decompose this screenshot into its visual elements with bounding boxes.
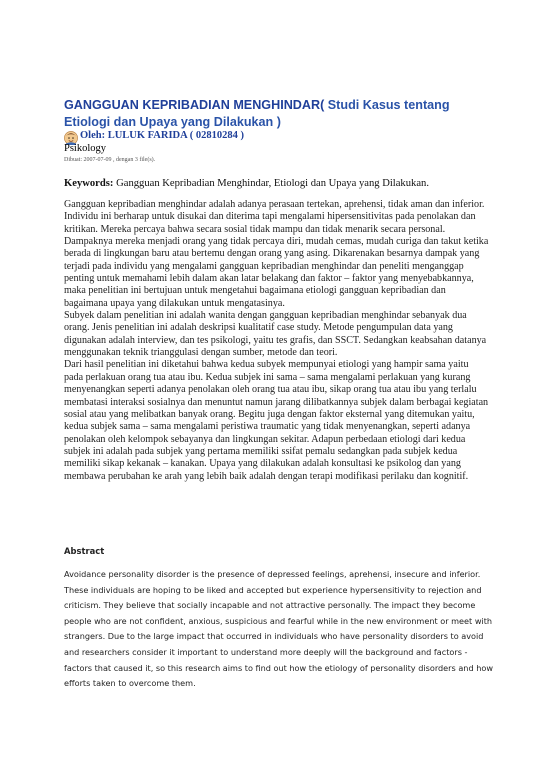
keywords-line bbox=[64, 178, 489, 189]
keywords-label: Keywords: bbox=[64, 178, 114, 189]
article-title[interactable] bbox=[64, 97, 489, 131]
abstract-text: Avoidance personality disorder is the presence of depressed feelings, aprehensi, insecure and inferior. These individuals are hoping to be liked and accepted but experience hypersensitivity to rejection and criticism. They believe that socially incapable and not attractive personally. The impact they become people who are not confident, anxious, suspicious and fearful while in the new environment or meet with strangers. Due to the large impact that occurred in individuals who have personality disorders to avoid and researchers consider it important to understand more deeply will the background and factors - factors that caused it, so this research aims to find out how the etiology of personality disorders and how efforts taken to overcome them. bbox=[64, 569, 493, 689]
created-meta: Dibuat: 2007-07-09 , dengan 3 file(s). bbox=[64, 157, 156, 163]
article-body bbox=[64, 199, 490, 483]
keywords-value: Gangguan Kepribadian Menghindar, Etiologi dan Upaya yang Dilakukan. bbox=[113, 178, 429, 189]
title-main: GANGGUAN KEPRIBADIAN MENGHINDAR( bbox=[64, 98, 325, 112]
abstract-heading: Abstract bbox=[64, 546, 105, 556]
body-paragraph-3: Dari hasil penelitian ini diketahui bahwa kedua subyek mempunyai etiologi yang hampir sama yaitu pada perlakuan orang tua atau ibu. Kedua subjek ini sama – sama mengalami perlakuan yang kurang menyenangkan seperti adanya penolakan oleh orang tua atau ibu, sikap orang tua atau ibu yang terlalu membatasi interaksi sosialnya dan menuntut namun jarang dilibatkannya subjek dalam berbagai kegiatan sosial atau yang melibatkan banyak orang. Begitu juga dengan faktor eksternal yang ditemukan yaitu, kedua subjek sama – sama mengalami peristiwa traumatic yang tidak menyenangkan, seperti adanya penolakan oleh kelompok sebayanya dan lingkungan sekitar. Adapun perbedaan etiologi dari kedua subjek ini adalah pada subjek yang pertama memiliki ssifat pemalu sedangkan pada subjek kedua memiliki sikap kekanak – kanakan. Upaya yang dilakukan adalah konsultasi ke psikolog dan yang membawa perubahan ke arah yang lebih baik adalah dengan terapi modifikasi perilaku dan kognitif. bbox=[64, 359, 489, 482]
body-paragraph-1: Gangguan kepribadian menghindar adalah adanya perasaan tertekan, aprehensi, tidak aman dan inferior. Individu ini berharap untuk disukai dan diterima tapi mengalami hipersensitivitas pada penolakan dan kritikan. Mereka percaya bahwa secara sosial tidak mampu dan tidak menarik secara personal. Dampaknya mereka menjadi orang yang tidak percaya diri, mudah cemas, mudah curiga dan takut ketika berada di lingkungan baru atau bertemu dengan orang yang asing. Dikarenakan besarnya dampak yang terjadi pada individu yang mengalami gangguan kepribadian menghindar dan peneliti menganggap penting untuk memahami lebih dalam akan latar belakang dan faktor – faktor yang menyebabkannya, maka penelitian ini bertujuan untuk mengetahui bagaimana etiologi gangguan kepribadian dan bagaimana upaya yang dilakukan untuk mengatasinya. bbox=[64, 199, 489, 309]
title-subtitle: Studi Kasus tentang Etiologi dan Upaya yang Dilakukan ) bbox=[64, 98, 450, 129]
category-label: Psikology bbox=[64, 143, 107, 154]
body-paragraph-2: Subyek dalam penelitian ini adalah wanita dengan gangguan kepribadian menghindar sebanyak dua orang. Jenis penelitian ini adalah deskripsi kualitatif case study. Metode pengumpulan data yang digunakan adalah interview, dan tes psikologi, yaitu tes grafis, dan SSCT. Sedangkan keabsahan datanya menggunakan teknik trianggulasi dengan sumber, metode dan teori. bbox=[64, 310, 487, 359]
author-name[interactable]: Oleh: LULUK FARIDA ( 02810284 ) bbox=[80, 130, 245, 141]
